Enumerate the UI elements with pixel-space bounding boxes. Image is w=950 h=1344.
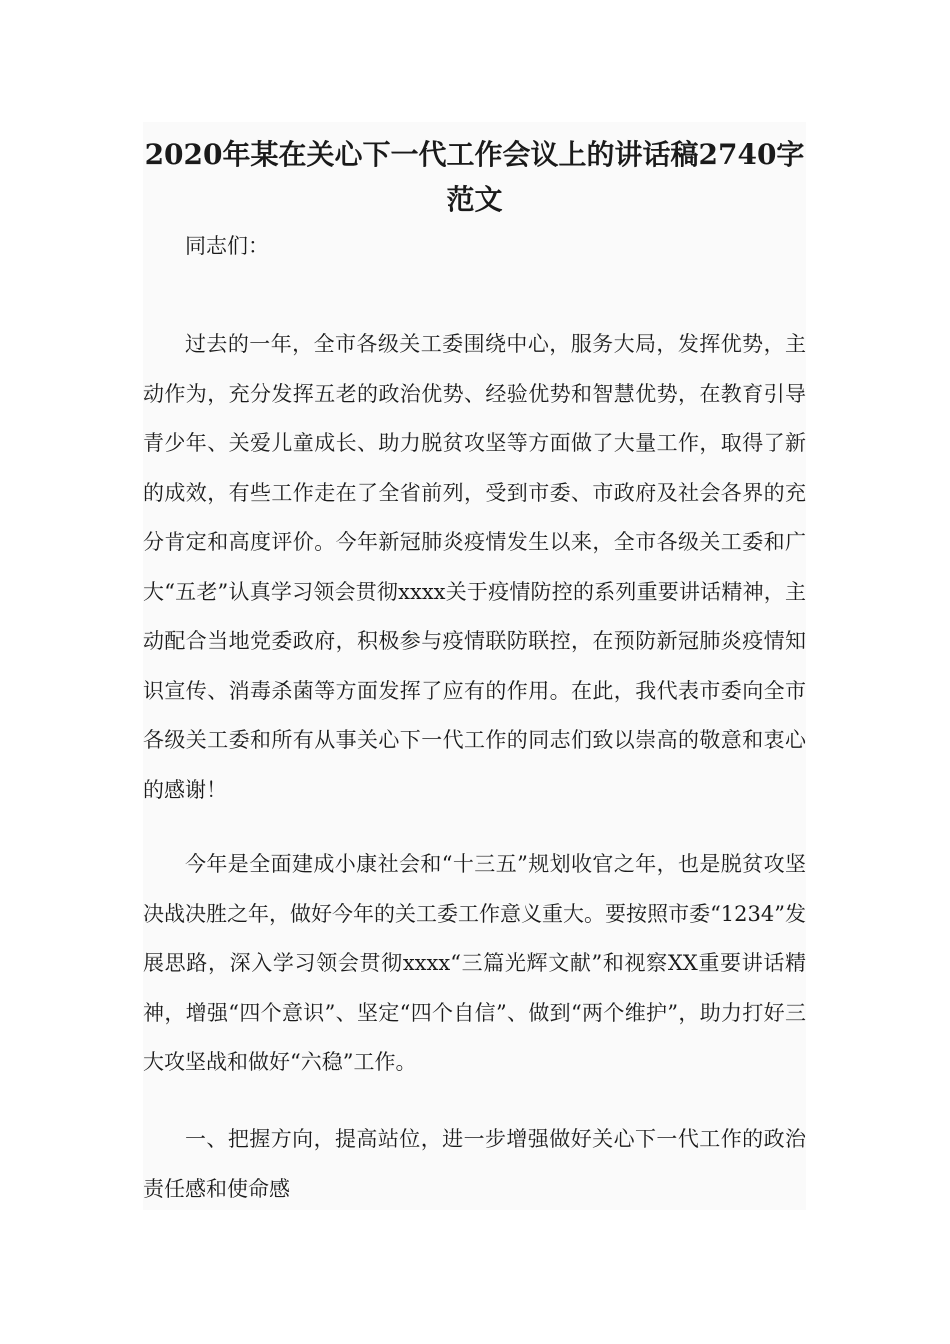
document-page <box>143 122 806 1210</box>
paragraph-1: 过去的一年，全市各级关工委围绕中心，服务大局，发挥优势，主动作为，充分发挥五老的政治优势、经验优势和智慧优势，在教育引导青少年、关爱儿童成长、助力脱贫攻坚等方面做了大量工作，取得了新的成效，有些工作走在了全省前列，受到市委、市政府及社会各界的充分肯定和高度评价。今年新冠肺炎疫情发生以来，全市各级关工委和广大“五老”认真学习领会贯彻xxxx关于疫情防控的系列重要讲话精神，主动配合当地党委政府，积极参与疫情联防联控，在预防新冠肺炎疫情知识宣传、消毒杀菌等方面发挥了应有的作用。在此，我代表市委向全市各级关工委和所有从事关心下一代工作的同志们致以崇高的敬意和衷心的感谢！ <box>143 332 806 802</box>
section-heading-1: 一、把握方向，提高站位，进一步增强做好关心下一代工作的政治责任感和使命感 <box>143 1127 806 1201</box>
greeting: 同志们： <box>185 234 269 258</box>
paragraph-2: 今年是全面建成小康社会和“十三五”规划收官之年，也是脱贫攻坚决战决胜之年，做好今年的关工委工作意义重大。要按照市委“1234”发展思路，深入学习领会贯彻xxxx“三篇光辉文献”和视察XX重要讲话精神，增强“四个意识”、坚定“四个自信”、做到“两个维护”，助力打好三大攻坚战和做好“六稳”工作。 <box>143 852 806 1074</box>
document-title: 2020年某在关心下一代工作会议上的讲话稿2740字范文 <box>144 138 805 216</box>
